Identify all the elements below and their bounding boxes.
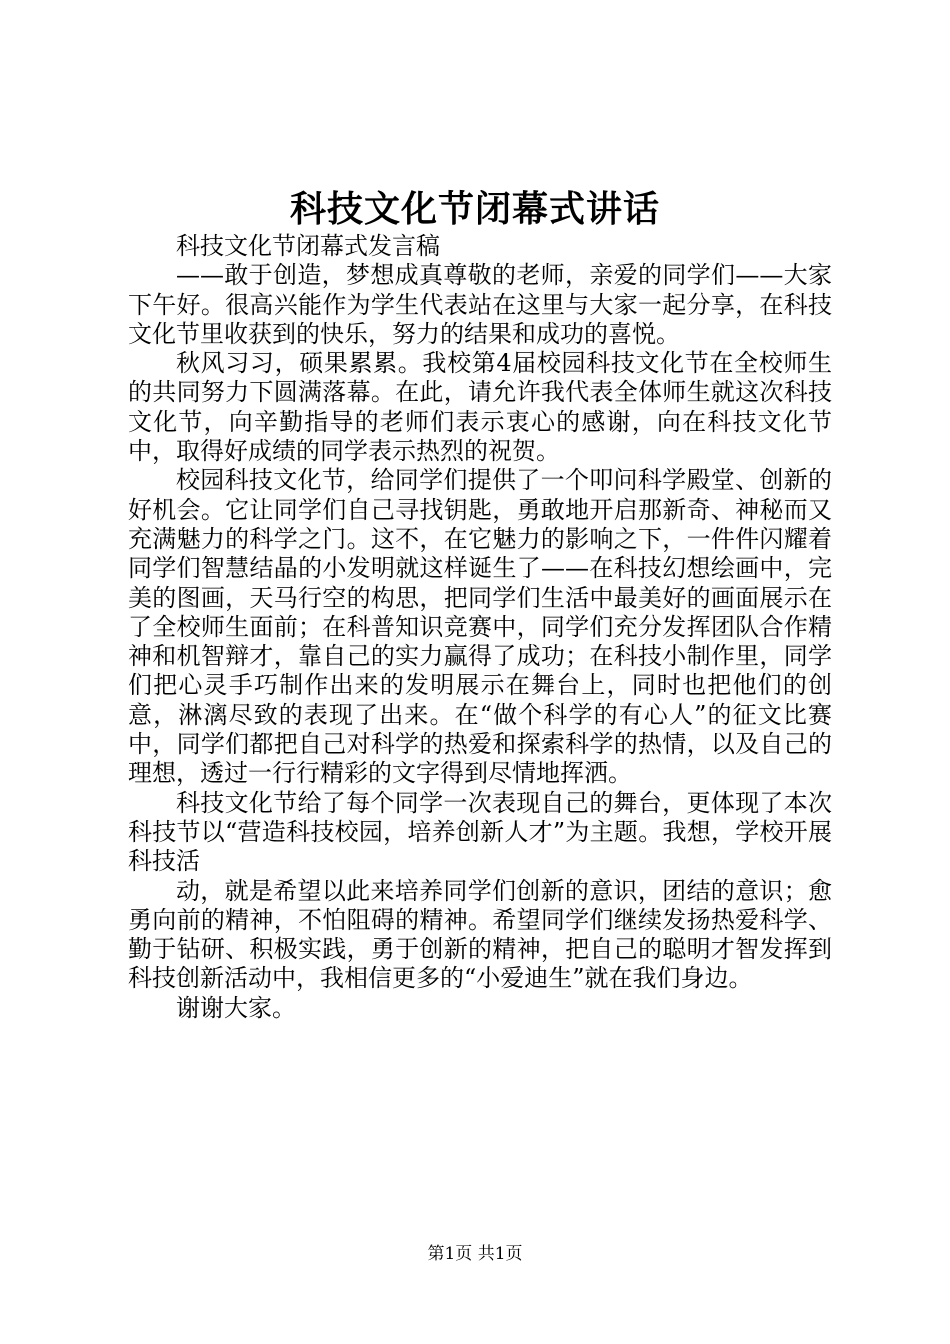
document-body	[128, 232, 832, 1023]
paragraph-subtitle: 科技文化节闭幕式发言稿	[176, 232, 440, 260]
page-footer: 第1页 共1页	[427, 1244, 523, 1264]
paragraph-theme: 科技文化节给了每个同学一次表现自己的舞台，更体现了本次科技节以“营造科技校园，培养创新人才”为主题。我想，学校开展科技活	[128, 788, 832, 876]
paragraph-hopes: 动，就是希望以此来培养同学们创新的意识，团结的意识；愈勇向前的精神，不怕阻碍的精神。希望同学们继续发扬热爱科学、勤于钻研、积极实践，勇于创新的精神，把自己的聪明才智发挥到科技创新活动中，我相信更多的“小爱迪生”就在我们身边。	[128, 876, 832, 993]
paragraph-opening: 秋风习习，硕果累累。我校第4届校园科技文化节在全校师生的共同努力下圆满落幕。在此，请允许我代表全体师生就这次科技文化节，向辛勤指导的老师们表示衷心的感谢，向在科技文化节中，取得好成绩的同学表示热烈的祝贺。	[128, 349, 832, 466]
paragraph-greeting: ——敢于创造，梦想成真尊敬的老师，亲爱的同学们——大家下午好。很高兴能作为学生代表站在这里与大家一起分享，在科技文化节里收获到的快乐，努力的结果和成功的喜悦。	[128, 261, 832, 348]
paragraph-thanks: 谢谢大家。	[176, 993, 296, 1022]
page-title: 科技文化节闭幕式讲话	[289, 188, 660, 230]
paragraph-activities: 校园科技文化节，给同学们提供了一个叩问科学殿堂、创新的好机会。它让同学们自己寻找钥匙，勇敢地开启那新奇、神秘而又充满魅力的科学之门。这不，在它魅力的影响之下，一件件闪耀着同学们智慧结晶的小发明就这样诞生了——在科技幻想绘画中，完美的图画，天马行空的构思，把同学们生活中最美好的画面展示在了全校师生面前；在科普知识竞赛中，同学们充分发挥团队合作精神和机智辩才，靠自己的实力赢得了成功；在科技小制作里，同学们把心灵手巧制作出来的发明展示在舞台上，同时也把他们的创意，淋漓尽致的表现了出来。在“做个科学的有心人”的征文比赛中，同学们都把自己对科学的热爱和探索科学的热情，以及自己的理想，透过一行行精彩的文字得到尽情地挥洒。	[128, 466, 832, 788]
